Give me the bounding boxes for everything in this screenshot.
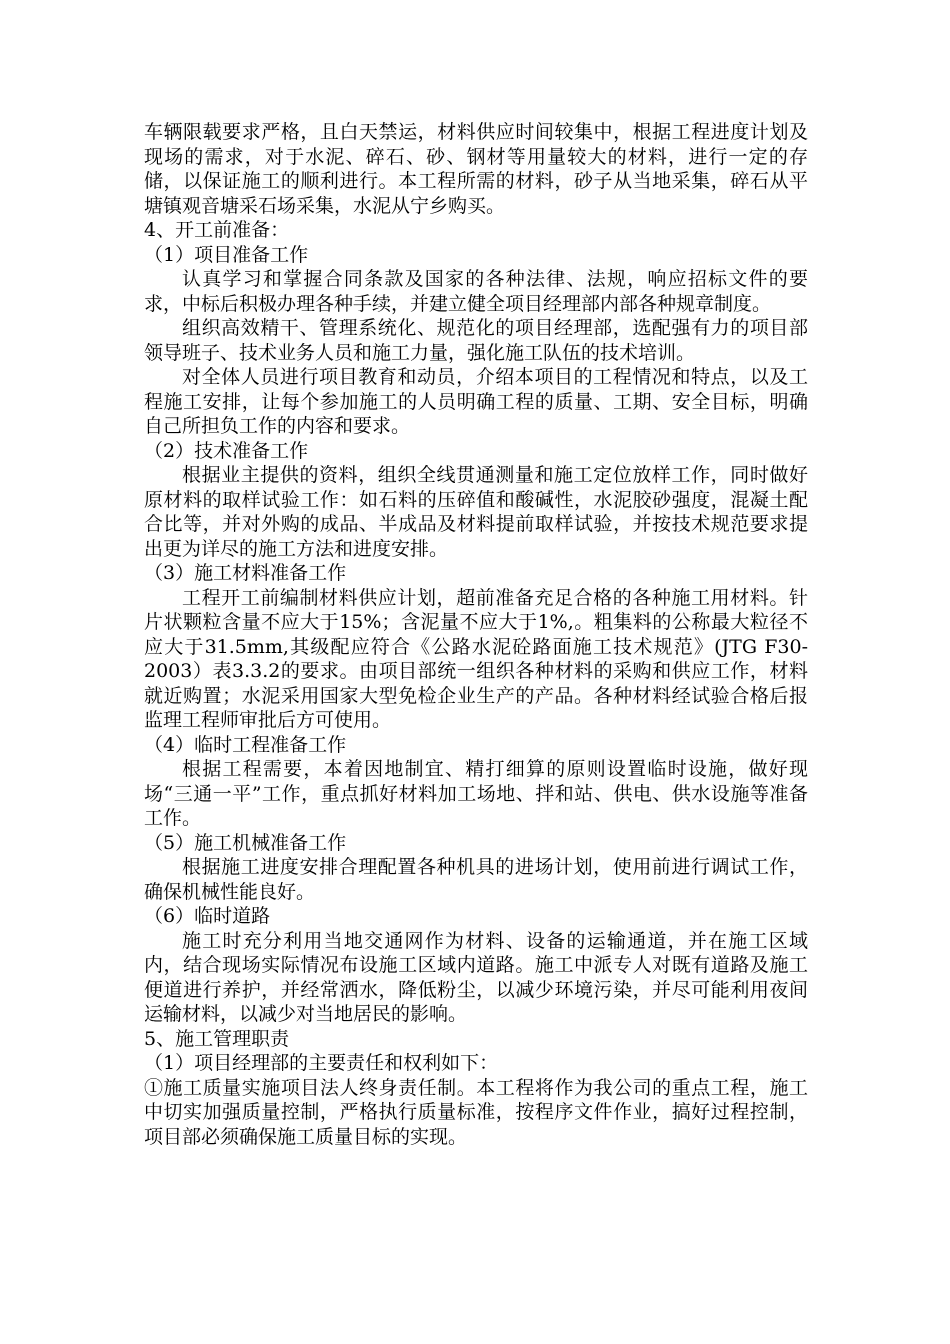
- paragraph-machinery-plan: 根据施工进度安排合理配置各种机具的进场计划，使用前进行调试工作，确保机械性能良好。: [144, 856, 808, 903]
- paragraph-material-plan: 工程开工前编制材料供应计划，超前准备充足合格的各种施工用材料。针片状颗粒含量不应大于15%；含泥量不应大于1%,。粗集料的公称最大粒径不应大于31.5mm,其级配应符合《公路水泥砼路面施工技术规范》(JTG F30-2003）表3.3.2的要求。由项目部统一组织各种材料的采购和供应工作，材料就近购置；水泥采用国家大型免检企业生产的产品。各种材料经试验合格后报监理工程师审批后方可使用。: [144, 586, 808, 731]
- paragraph-temporary-facilities: 根据工程需要，本着因地制宜、精打细算的原则设置临时设施，做好现场“三通一平”工作，重点抓好材料加工场地、拌和站、供电、供水设施等准备工作。: [144, 758, 808, 829]
- paragraph-quality-responsibility: ①施工质量实施项目法人终身责任制。本工程将作为我公司的重点工程，施工中切实加强质量控制，严格执行质量标准，按程序文件作业，搞好过程控制，项目部必须确保施工质量目标的实现。: [144, 1076, 808, 1148]
- paragraph-materials-storage: 车辆限载要求严格，且白天禁运，材料供应时间较集中，根据工程进度计划及现场的需求，对于水泥、碎石、砂、钢材等用量较大的材料，进行一定的存储，以保证施工的顺利进行。本工程所需的材料，砂子从当地采集，碎石从平塘镇观音塘采石场采集，水泥从宁乡购买。: [144, 121, 808, 217]
- paragraph-staff-education: 对全体人员进行项目教育和动员，介绍本项目的工程情况和特点，以及工程施工安排，让每个参加施工的人员明确工程的质量、工期、安全目标，明确自己所担负工作的内容和要求。: [144, 366, 808, 437]
- subheading-project-prep: （1）项目准备工作: [144, 243, 309, 266]
- document-page: [144, 120, 808, 1149]
- paragraph-road-usage: 施工时充分利用当地交通网作为材料、设备的运输通道，并在施工区域内，结合现场实际情况布设施工区域内道路。施工中派专人对既有道路及施工便道进行养护，并经常洒水，降低粉尘，以减少环境污染，并尽可能利用夜间运输材料，以减少对当地居民的影响。: [144, 929, 808, 1025]
- subheading-material-prep: （3）施工材料准备工作: [144, 562, 347, 584]
- heading-preparation: 4、开工前准备：: [144, 219, 290, 241]
- paragraph-contract-study: 认真学习和掌握合同条款及国家的各种法律、法规，响应招标文件的要求，中标后积极办理各种手续，并建立健全项目经理部内部各种规章制度。: [144, 268, 808, 315]
- paragraph-survey-testing: 根据业主提供的资料，组织全线贯通测量和施工定位放样工作，同时做好原材料的取样试验工作：如石料的压碎值和酸碱性，水泥胶砂强度，混凝土配合比等，并对外购的成品、半成品及材料提前取样试验，并按技术规范要求提出更为详尽的施工方法和进度安排。: [144, 464, 808, 560]
- subheading-temporary-works: （4）临时工程准备工作: [144, 733, 347, 756]
- heading-management-duties: 5、施工管理职责: [144, 1027, 290, 1050]
- paragraph-organize-team: 组织高效精干、管理系统化、规范化的项目经理部，选配强有力的项目部领导班子、技术业务人员和施工力量，强化施工队伍的技术培训。: [144, 317, 808, 364]
- subheading-temporary-roads: （6）临时道路: [144, 905, 271, 927]
- subheading-machinery-prep: （5）施工机械准备工作: [144, 831, 347, 854]
- subheading-project-dept-duties: （1）项目经理部的主要责任和权利如下：: [144, 1052, 499, 1074]
- subheading-technical-prep: （2）技术准备工作: [144, 439, 309, 462]
